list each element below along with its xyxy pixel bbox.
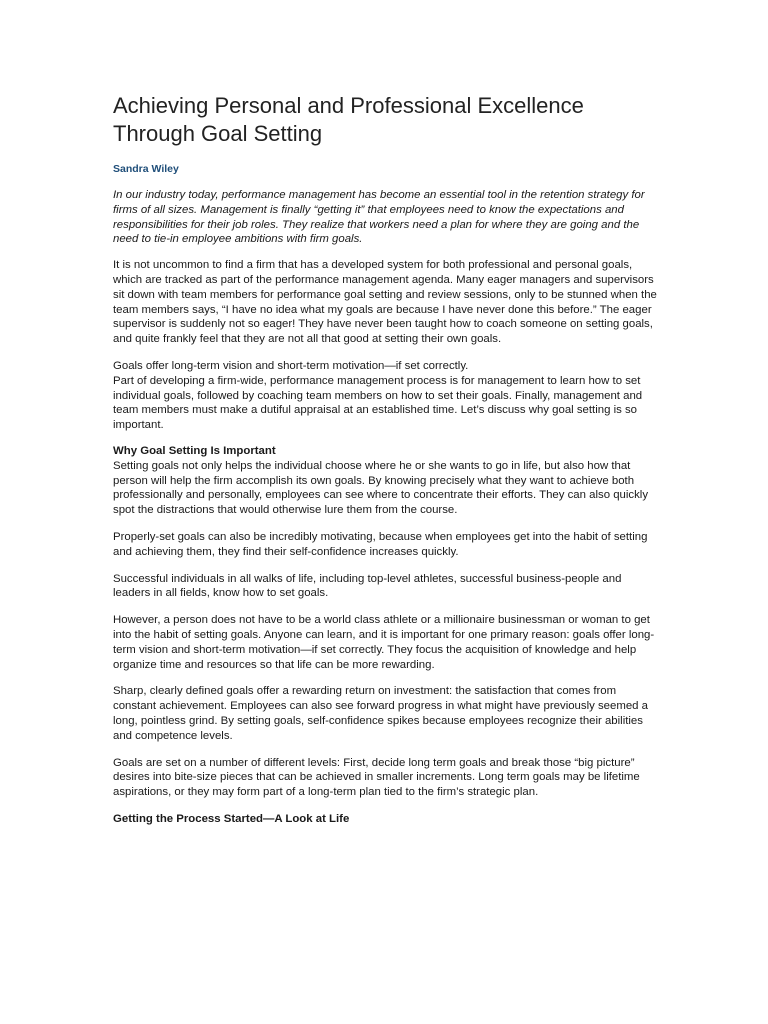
body-paragraph: Setting goals not only helps the individual choose where he or she wants to go in life, but also how that person will help the firm accomplish its own goals. By knowing precisely what they want to achieve both professionally and personally, employees can see where to concentrate their efforts. They can also quickly spot the distractions that would otherwise lure them from the course. [113, 459, 649, 517]
body-paragraph: However, a person does not have to be a world class athlete or a millionaire businessman or woman to get into the habit of setting goals. Anyone can learn, and it is important for one primary reason: goals offer long-term vision and short-term motivation—if set correctly. They focus the acquisition of knowledge and help organize time and resources so that life can be more rewarding. [113, 614, 655, 671]
document-page [113, 92, 658, 827]
section-heading: Why Goal Setting Is Important [113, 444, 276, 457]
body-paragraph: It is not uncommon to find a firm that has a developed system for both professional and personal goals, which are tracked as part of the performance management agenda. Many eager managers and supervisors sit down with team members for performance goal setting and review sessions, only to be stunned when the team members says, “I have no idea what my goals are because I have never done this before.” The eager supervisor is suddenly not so eager! They have never been taught how to coach someone on setting goals, and quite frankly feel that they are not all that good at setting their own goals. [113, 259, 657, 346]
body-paragraph: Goals are set on a number of different levels: First, decide long term goals and break those “big picture” desires into bite-size pieces that can be achieved in smaller increments. Long term goals may be lifetime aspirations, or they may form part of a long-term plan tied to the firm’s strategic plan. [113, 756, 640, 799]
body-paragraph: Part of developing a firm-wide, performance management process is for management to learn how to set individual goals, followed by coaching team members on how to set their goals. Finally, management and team members must make a dutiful appraisal at an established time. Let’s discuss why goal setting is so important. [113, 374, 643, 432]
body-paragraph: Goals offer long-term vision and short-term motivation—if set correctly. [113, 359, 469, 372]
body-paragraph: Sharp, clearly defined goals offer a rewarding return on investment: the satisfaction that comes from constant achievement. Employees can also see forward progress in what might have previously seemed a long, pointless grind. By setting goals, self-confidence spikes because employees recognize their abilities and competence levels. [113, 685, 649, 742]
body-paragraph: Properly-set goals can also be incredibly motivating, because when employees get into the habit of setting and achieving them, they find their self-confidence increases quickly. [113, 530, 648, 558]
body-paragraph: Successful individuals in all walks of life, including top-level athletes, successful business-people and leaders in all fields, know how to set goals. [113, 572, 622, 600]
article-author: Sandra Wiley [113, 163, 179, 175]
section-heading: Getting the Process Started—A Look at Life [113, 812, 350, 825]
intro-paragraph: In our industry today, performance management has become an essential tool in the retention strategy for firms of all sizes. Management is finally “getting it” that employees need to know the expectations and responsibilities for their job roles. They realize that workers need a plan for where they are going and the need to tie-in employee ambitions with firm goals. [113, 189, 645, 246]
article-title: Achieving Personal and Professional Excellence Through Goal Setting [113, 93, 584, 146]
